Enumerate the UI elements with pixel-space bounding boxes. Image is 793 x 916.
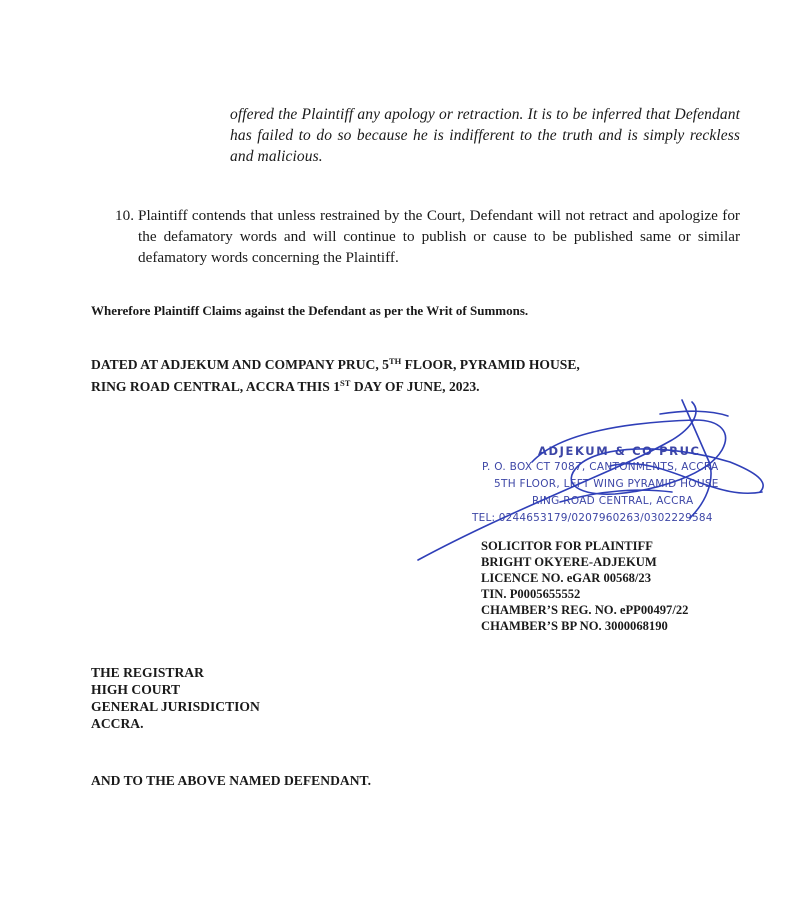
solicitor-licence: LICENCE NO. eGAR 00568/23 bbox=[481, 571, 652, 585]
addressee-line: HIGH COURT bbox=[91, 682, 181, 697]
addressee-line: ACCRA. bbox=[91, 716, 144, 731]
dated-line-2: RING ROAD CENTRAL, ACCRA THIS 1ST DAY OF JUNE, 2023. bbox=[91, 378, 480, 394]
defendant-line: AND TO THE ABOVE NAMED DEFENDANT. bbox=[91, 773, 371, 788]
stamp-address-line: RING ROAD CENTRAL, ACCRA bbox=[532, 495, 694, 507]
wherefore-clause: Wherefore Plaintiff Claims against the Defendant as per the Writ of Summons. bbox=[91, 303, 529, 318]
solicitor-name: BRIGHT OKYERE-ADJEKUM bbox=[481, 555, 657, 569]
paragraph-text: Plaintiff contends that unless restrained by the Court, Defendant will not retract and apologize for the defamatory words and will continue to publish or cause to be published same or similar defamatory words concerning the Plaintiff. bbox=[138, 207, 740, 266]
stamp-address-line: 5TH FLOOR, LEFT WING PYRAMID HOUSE bbox=[494, 478, 719, 490]
stamp-address-line: P. O. BOX CT 7087, CANTONMENTS, ACCRA bbox=[482, 461, 719, 473]
quoted-paragraph: offered the Plaintiff any apology or retraction. It is to be inferred that Defendant has failed to do so because he is indifferent to the truth and is simply reckless and malicious. bbox=[230, 106, 740, 165]
numbered-paragraph-10 bbox=[115, 205, 740, 268]
stamp-firm-name: ADJEKUM & CO PRUC bbox=[538, 444, 701, 458]
dated-statement bbox=[91, 352, 580, 396]
paragraph-number: 10. bbox=[115, 207, 134, 224]
dated-line-1: DATED AT ADJEKUM AND COMPANY PRUC, 5TH FLOOR, PYRAMID HOUSE, bbox=[91, 356, 580, 372]
stamp-phone-line: TEL: 0244653179/0207960263/0302229584 bbox=[472, 512, 713, 524]
solicitor-tin: TIN. P0005655552 bbox=[481, 587, 581, 601]
chamber-reg-no: CHAMBER’S REG. NO. ePP00497/22 bbox=[481, 603, 689, 617]
addressee-line: GENERAL JURISDICTION bbox=[91, 699, 260, 714]
chamber-bp-no: CHAMBER’S BP NO. 3000068190 bbox=[481, 619, 668, 633]
addressee-line: THE REGISTRAR bbox=[91, 665, 204, 680]
solicitor-block bbox=[481, 538, 688, 634]
addressee-block bbox=[91, 664, 260, 732]
solicitor-role: SOLICITOR FOR PLAINTIFF bbox=[481, 539, 653, 553]
